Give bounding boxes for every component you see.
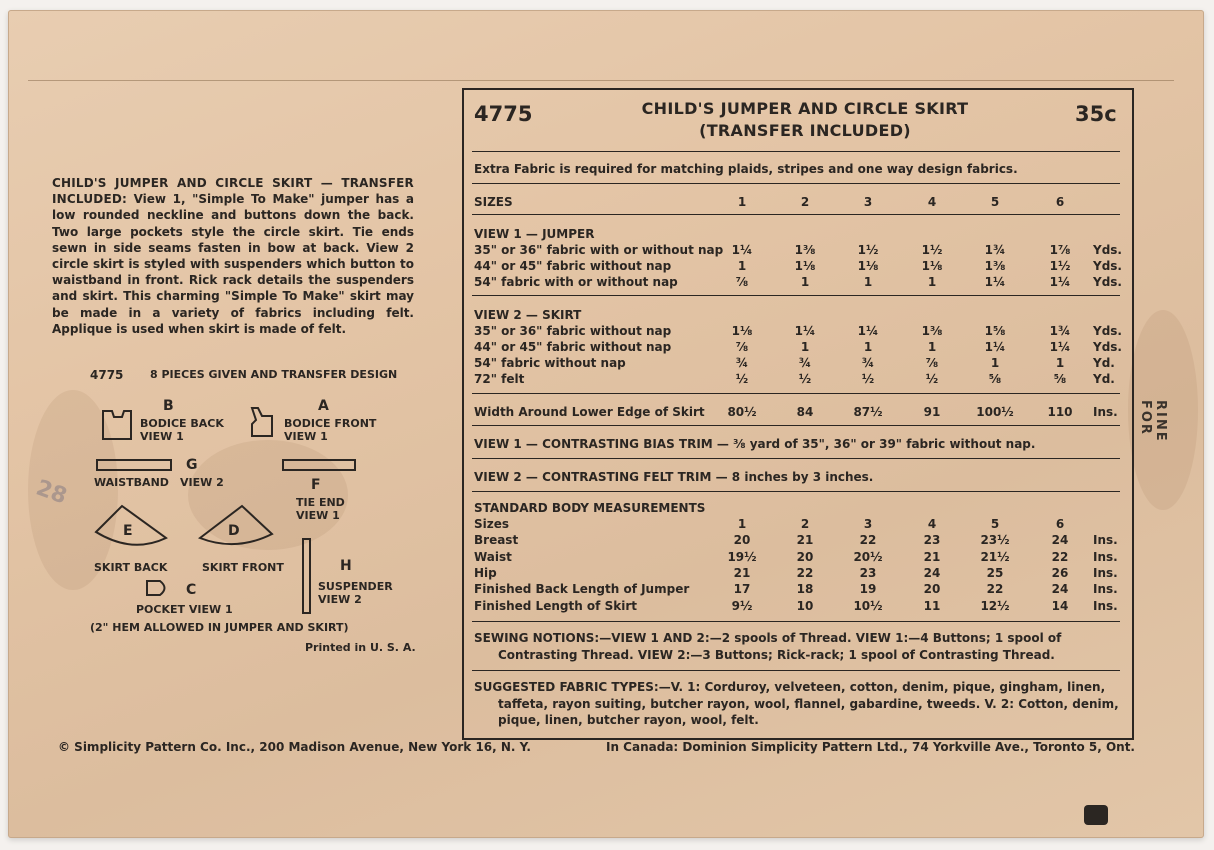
pattern-title: CHILD'S JUMPER AND CIRCLE SKIRT [641,99,969,118]
piece-name-waistband: WAISTBAND [94,476,169,489]
faded-stamp: 28 [32,475,70,510]
row-value: 1¼ [794,324,816,338]
row-value: 6 [1055,517,1065,531]
row-value: 24 [923,565,941,580]
row-label: Sizes [474,517,510,531]
divider [472,214,1120,215]
row-value: 23 [923,533,941,548]
row-unit: Yd. [1093,356,1115,370]
row-label: 44" or 45" fabric without nap [474,259,672,273]
row-value: 24 [1051,533,1069,548]
notions-line-2: Contrasting Thread. VIEW 2:—3 Buttons; Rick-rack; 1 spool of Contrasting Thread. [498,647,1055,662]
sizes-label: SIZES [474,195,513,209]
row-unit: Ins. [1093,405,1118,419]
size-column-header: 3 [863,195,873,209]
row-value: 18 [796,582,814,597]
suggested-fabrics [474,679,1124,729]
row-value: 110 [1047,405,1073,419]
view1-trim: VIEW 1 — CONTRASTING BIAS TRIM — ⅜ yard of 35", 36" or 39" fabric without nap. [474,437,1036,451]
divider [472,425,1120,426]
row-label: Hip [474,565,497,580]
row-value: ⅝ [988,372,1002,386]
row-value: ½ [735,372,749,386]
size-column-header: 4 [927,195,937,209]
row-value: 10 [796,598,814,613]
row-value: 1⅛ [921,259,943,273]
bodice-back-icon [100,408,134,442]
row-label: Waist [474,549,512,564]
row-value: 17 [733,582,751,597]
row-value: 21 [733,565,751,580]
piece-letter-a: A [318,398,329,414]
row-value: 1¼ [1049,340,1071,354]
row-value: 19 [859,582,877,597]
size-column-header: 5 [990,195,1000,209]
row-unit: Yd. [1093,372,1115,386]
row-unit: Yds. [1093,324,1122,338]
piece-letter-g: G [186,457,198,473]
row-value: 22 [859,533,877,548]
row-unit: Ins. [1093,565,1118,580]
row-label: 54" fabric without nap [474,356,626,370]
piece-name-pocket: POCKET VIEW 1 [136,603,233,616]
row-value: 1 [1055,356,1065,370]
size-column-header: 1 [737,195,747,209]
divider [472,295,1120,296]
divider [472,393,1120,394]
row-value: 11 [923,598,941,613]
row-value: 12½ [980,598,1010,613]
notions-line-1: SEWING NOTIONS:—VIEW 1 AND 2:—2 spools of Thread. VIEW 1:—4 Buttons; 1 spool of [474,631,1062,645]
footer-publisher: © Simplicity Pattern Co. Inc., 200 Madison Avenue, New York 16, N. Y. [58,740,531,754]
row-value: 1⅛ [731,324,753,338]
row-value: ⅞ [735,340,749,354]
piece-letter-h: H [340,558,352,574]
row-label: 72" felt [474,372,525,386]
row-unit: Yds. [1093,340,1122,354]
row-value: 1¼ [731,243,753,257]
row-value: 19½ [727,549,757,564]
row-label: Width Around Lower Edge of Skirt [474,405,705,419]
row-value: 1 [737,259,747,273]
divider [472,458,1120,459]
row-value: 91 [923,405,941,419]
size-column-header: 2 [800,195,810,209]
row-value: 1⅞ [1049,243,1071,257]
divider [472,151,1120,152]
row-label: 35" or 36" fabric with or without nap [474,243,724,257]
row-value: ¾ [798,356,812,370]
row-value: 1⅜ [794,243,816,257]
row-value: 21 [796,533,814,548]
row-value: 5 [990,517,1000,531]
row-value: 22 [1051,549,1069,564]
row-value: 14 [1051,598,1069,613]
pocket-icon [144,578,172,598]
row-label: 44" or 45" fabric without nap [474,340,672,354]
view2-trim: VIEW 2 — CONTRASTING FELT TRIM — 8 inches by 3 inches. [474,470,874,484]
row-value: 9½ [731,598,753,613]
description-body: View 1, "Simple To Make" jumper has a low rounded neckline and buttons down the back. Two large pockets style the circle skirt. Tie ends sewn in side seams fasten in bow at back. View 2 circle skirt is styled with suspenders which button to waistband in front. Rick rack details the suspenders and skirt. This charming "Simple To Make" skirt may be made in a variety of fabrics including felt. Applique is used when skirt is made of felt. [52,192,414,336]
divider [472,670,1120,671]
piece-view-waistband: VIEW 2 [180,476,224,489]
row-value: 80½ [727,405,757,419]
piece-view-tie-end: VIEW 1 [296,509,340,522]
piece-view-suspender: VIEW 2 [318,593,362,606]
pieces-count: 8 PIECES GIVEN AND TRANSFER DESIGN [150,368,398,381]
piece-name-bodice-back: BODICE BACK [140,417,224,430]
row-unit: Ins. [1093,533,1118,548]
row-value: 1 [863,340,873,354]
row-value: 1¼ [984,275,1006,289]
row-value: 1⅜ [921,324,943,338]
row-value: 1½ [921,243,943,257]
row-value: ½ [925,372,939,386]
fabrics-line-3: pique, linen, butcher rayon, wool, felt. [498,713,759,727]
row-value: 21½ [980,549,1010,564]
row-value: 23 [859,565,877,580]
size-column-header: 6 [1055,195,1065,209]
row-value: ¾ [735,356,749,370]
piece-letter-d: D [228,523,240,539]
footer-canada: In Canada: Dominion Simplicity Pattern Ltd., 74 Yorkville Ave., Toronto 5, Ont. [606,740,1135,754]
row-label: 35" or 36" fabric without nap [474,324,672,338]
ink-blot [1084,805,1108,825]
row-value: 1⅛ [794,259,816,273]
row-unit: Ins. [1093,582,1118,597]
row-value: 1 [800,275,810,289]
row-value: 1½ [857,243,879,257]
row-value: 1⅝ [984,324,1006,338]
row-value: ½ [861,372,875,386]
row-value: 20 [733,533,751,548]
bodice-front-icon [248,404,276,440]
view2-heading: VIEW 2 — SKIRT [474,308,582,322]
row-value: 4 [927,517,937,531]
row-label: Finished Back Length of Jumper [474,582,690,597]
row-value: 24 [1051,582,1069,597]
piece-view-bodice-front: VIEW 1 [284,430,328,443]
measurements-heading: STANDARD BODY MEASUREMENTS [474,501,706,515]
fabrics-line-2: taffeta, rayon suiting, butcher rayon, wool, flannel, gabardine, tweeds. V. 2: Cotton, denim, [498,696,1119,711]
row-unit: Ins. [1093,549,1118,564]
row-value: 2 [800,517,810,531]
row-unit: Yds. [1093,259,1122,273]
row-value: 1 [800,340,810,354]
row-value: 1¾ [1049,324,1071,338]
row-value: 1 [863,275,873,289]
row-value: 1¼ [984,340,1006,354]
row-value: ⅞ [925,356,939,370]
pieces-pattern-number: 4775 [90,368,124,382]
row-value: 3 [863,517,873,531]
row-value: 1½ [1049,259,1071,273]
row-value: 1⅜ [984,259,1006,273]
row-value: ⅞ [735,275,749,289]
sewing-notions [474,630,1124,663]
row-value: 100½ [976,405,1014,419]
envelope-flap-fold [28,80,1174,81]
row-value: 1¾ [984,243,1006,257]
pattern-description [52,175,414,337]
row-unit: Ins. [1093,598,1118,613]
row-label: Finished Length of Skirt [474,598,637,613]
edge-fragment-text: RINE FOR [1138,400,1168,443]
pattern-number: 4775 [474,102,533,126]
row-value: ¾ [861,356,875,370]
piece-letter-f: F [311,477,321,493]
divider [472,621,1120,622]
row-value: 21 [923,549,941,564]
row-value: 1 [927,340,937,354]
row-value: 23½ [980,533,1010,548]
row-value: 20 [923,582,941,597]
tie-end-icon [282,459,356,471]
piece-name-suspender: SUSPENDER [318,580,393,593]
row-value: 1⅛ [857,259,879,273]
row-value: 1 [737,517,747,531]
row-unit: Yds. [1093,275,1122,289]
row-value: 1¼ [857,324,879,338]
row-value: ⅝ [1053,372,1067,386]
pattern-price: 35c [1075,102,1117,126]
fabrics-line-1: SUGGESTED FABRIC TYPES:—V. 1: Corduroy, velveteen, cotton, denim, pique, gingham, linen, [474,680,1106,694]
row-value: 20 [796,549,814,564]
hem-note: (2" HEM ALLOWED IN JUMPER AND SKIRT) [90,621,349,634]
extra-fabric-note: Extra Fabric is required for matching plaids, stripes and one way design fabrics. [474,162,1018,176]
divider [472,491,1120,492]
piece-name-tie-end: TIE END [296,496,345,509]
piece-letter-c: C [186,582,197,598]
row-value: 1 [990,356,1000,370]
row-unit: Yds. [1093,243,1122,257]
row-value: 26 [1051,565,1069,580]
piece-view-bodice-back: VIEW 1 [140,430,184,443]
row-value: 87½ [853,405,883,419]
row-label: 54" fabric with or without nap [474,275,678,289]
view1-heading: VIEW 1 — JUMPER [474,227,595,241]
row-value: 20½ [853,549,883,564]
row-value: 10½ [853,598,883,613]
row-value: 84 [796,405,814,419]
piece-letter-b: B [163,398,174,414]
piece-name-skirt-back: SKIRT BACK [94,561,168,574]
piece-letter-e: E [123,523,133,539]
suspender-icon [302,538,311,614]
description-heading: CHILD'S JUMPER AND CIRCLE SKIRT — TRANSFER INCLUDED: [52,176,414,207]
row-value: 22 [796,565,814,580]
row-value: 1 [927,275,937,289]
piece-name-skirt-front: SKIRT FRONT [202,561,284,574]
row-value: 1¼ [1049,275,1071,289]
waistband-icon [96,459,172,471]
row-label: Breast [474,533,519,548]
row-value: 22 [986,582,1004,597]
printed-in-usa: Printed in U. S. A. [305,641,416,654]
row-value: ½ [798,372,812,386]
piece-name-bodice-front: BODICE FRONT [284,417,377,430]
divider [472,183,1120,184]
row-value: 25 [986,565,1004,580]
pattern-subtitle: (TRANSFER INCLUDED) [699,121,911,140]
